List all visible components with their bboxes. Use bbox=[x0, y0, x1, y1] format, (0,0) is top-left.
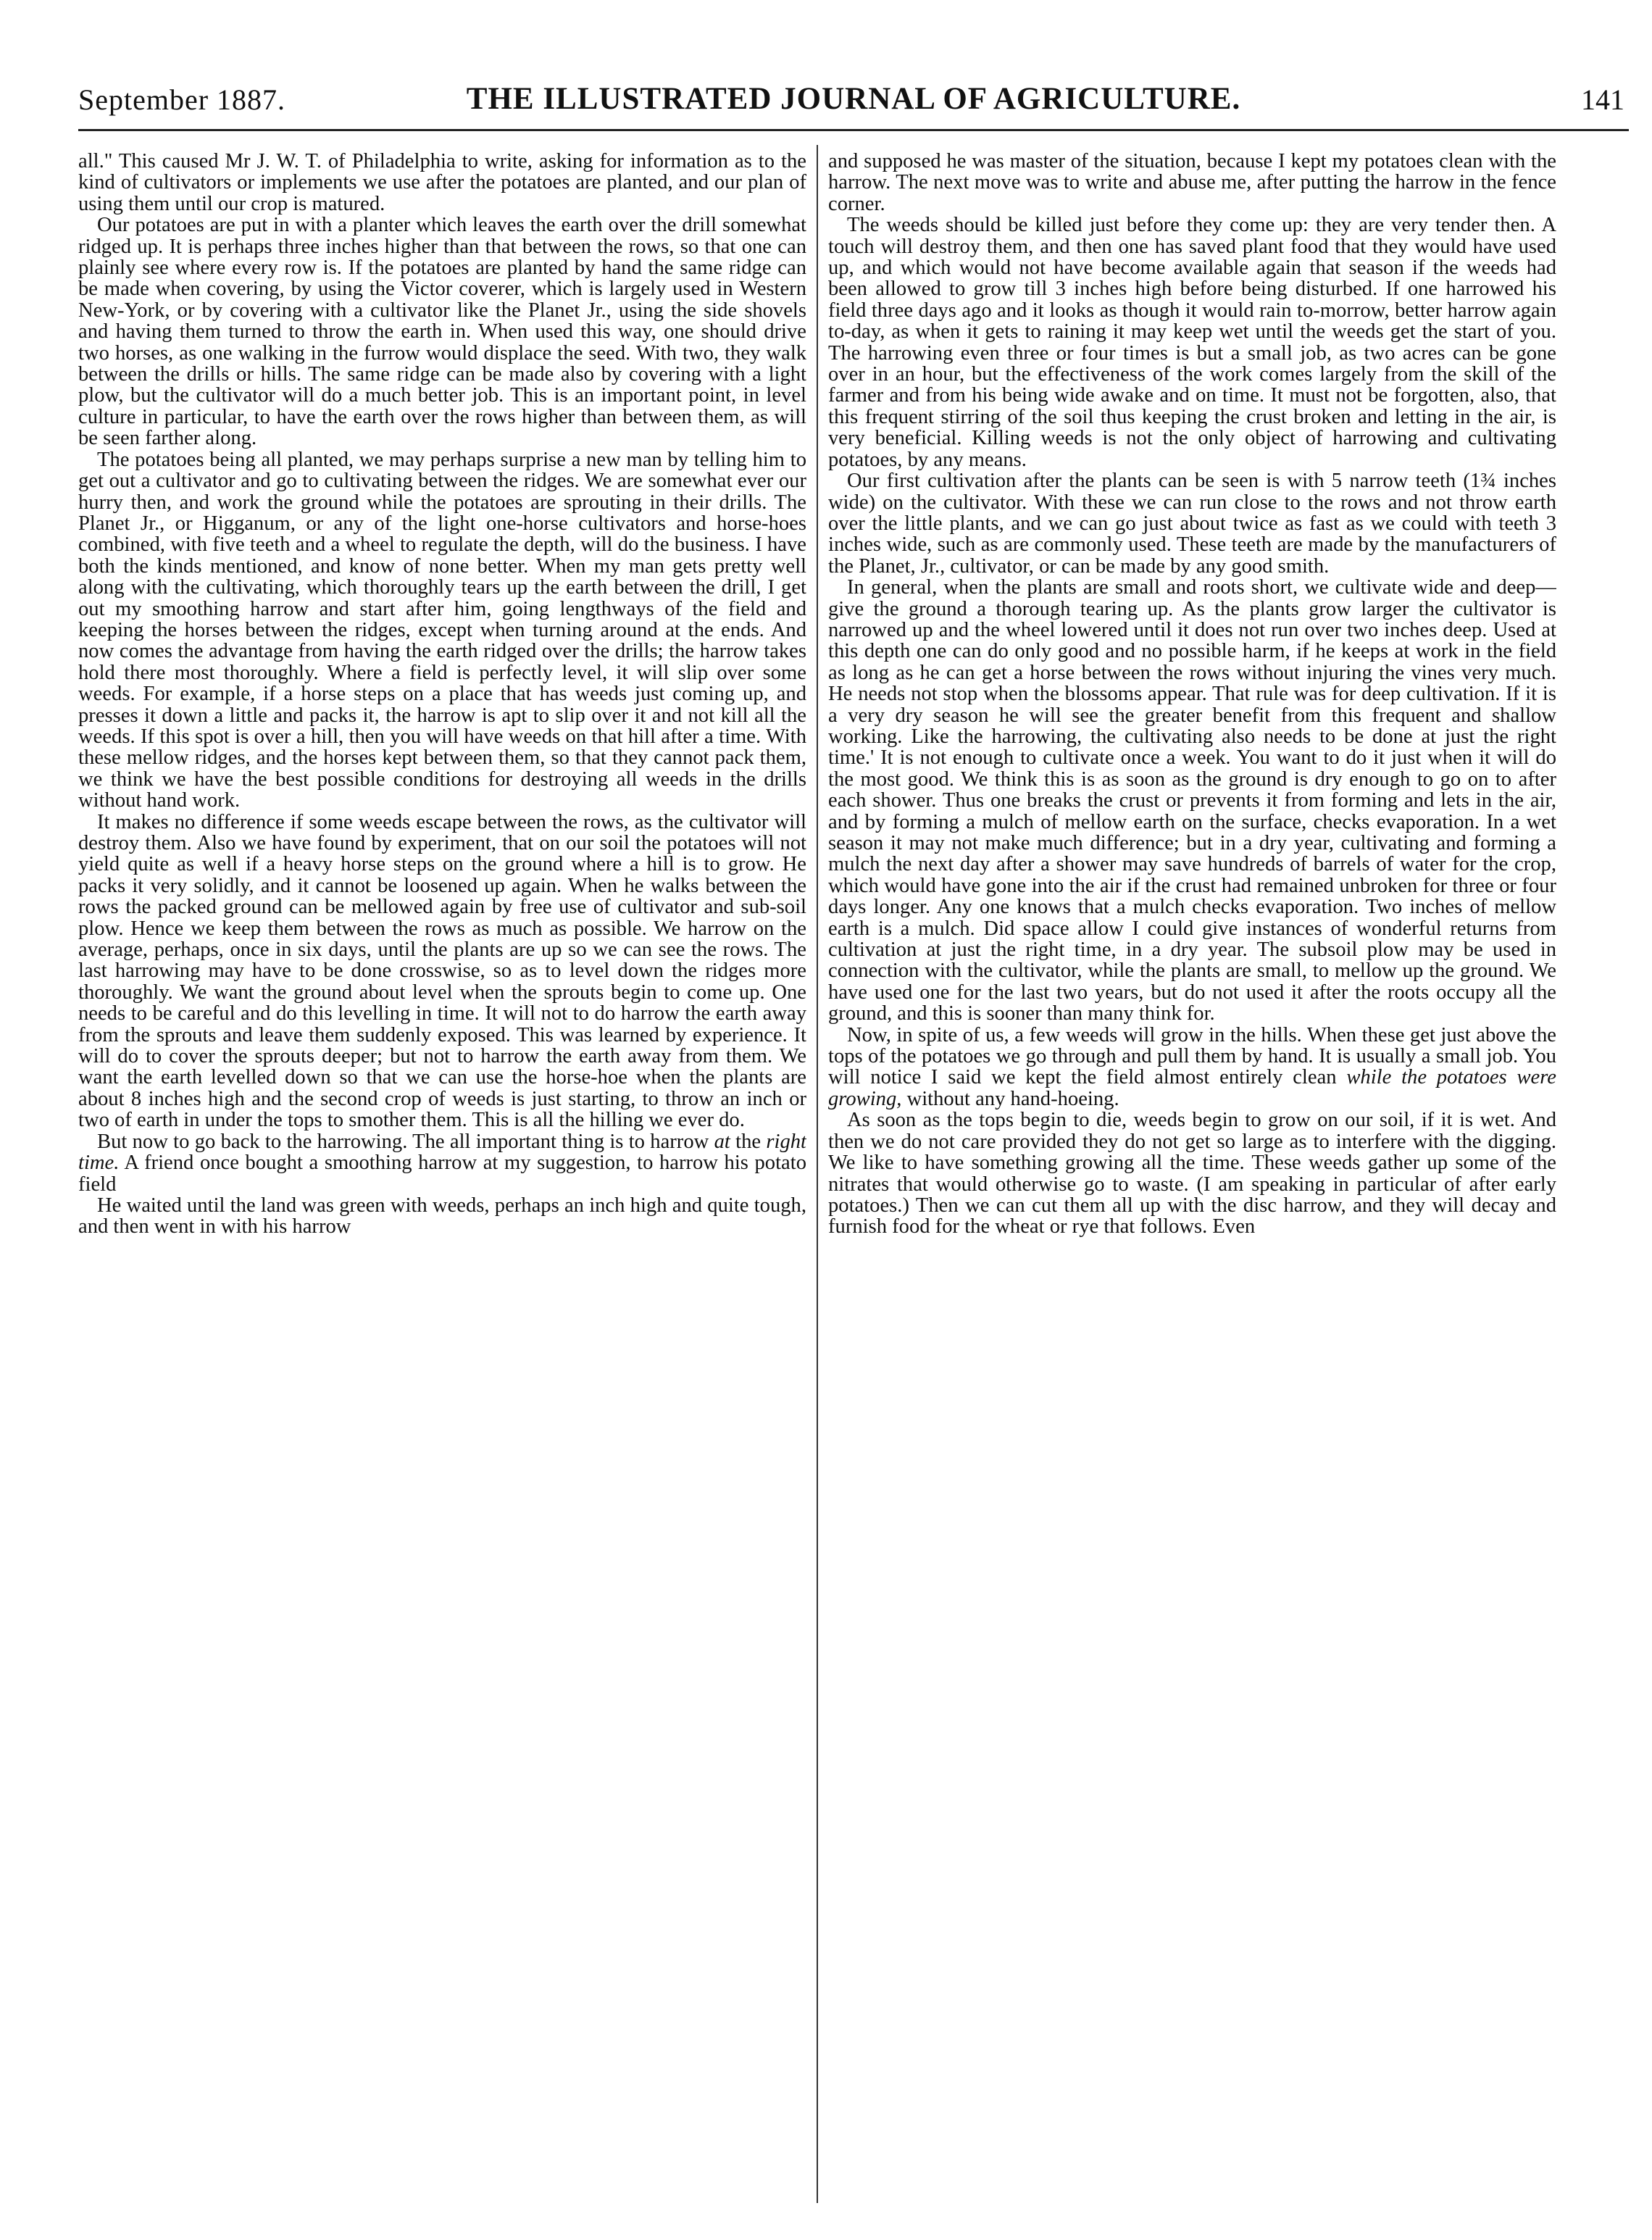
italic-text: while the potatoes were growing, bbox=[828, 1066, 1556, 1110]
page-number: 141 bbox=[1581, 83, 1624, 116]
paragraph: As soon as the tops begin to die, weeds begin to grow on our soil, if it is wet. And then we do not care provided they do not get so large as to interfere with the digging. We like to have something growing all the time. These weeds gather up some of the nitrates that would otherwise go to waste. (I am speaking in particular of after early potatoes.) Then we can cut them all up with the disc harrow, and they will decay and furnish food for the wheat or rye that follows. Even bbox=[828, 1109, 1556, 1238]
paragraph bbox=[78, 1131, 806, 1195]
paragraph: and supposed he was master of the situation, because I kept my potatoes clean with the harrow. The next move was to write and abuse me, after putting the harrow in the fence corner. bbox=[828, 151, 1556, 215]
column-divider bbox=[817, 145, 818, 2203]
issue-date: September 1887. bbox=[78, 83, 286, 116]
italic-text: at bbox=[714, 1130, 730, 1153]
paragraph: In general, when the plants are small and roots short, we cultivate wide and deep—give the ground a thorough tearing up. As the plants grow larger the cultivator is narrowed up and the wheel lowered until it does not run over two inches deep. Used at this depth one can do only good and no possible harm, if he keeps at work in the field as long as he can get a horse between the rows without injuring the vines very much. He needs not stop when the blossoms appear. That rule was for deep cultivation. If it is a very dry season he will see the greater benefit from this frequent and shallow working. Like the harrowing, the cultivating also needs to be done at just the right time.' It is not enough to cultivate once a week. You want to do it just when it will do the most good. We think this is as soon as the ground is dry enough to go on to after each shower. Thus one breaks the crust or prevents it from forming and lets in the air, and by forming a mulch of mellow earth on the surface, checks evaporation. In a wet season it may not make much difference; but in a dry year, cultivating and forming a mulch the next day after a shower may save hundreds of barrels of water for the crop, which would have gone into the air if the crust had remained unbroken for three or four days longer. Any one knows that a mulch checks evaporation. Two inches of mellow earth is a mulch. Did space allow I could give instances of wonderful returns from cultivation at just the right time, in a dry year. The subsoil plow may be used in connection with the cultivator, while the plants are small, to mellow up the ground. We have used one for the last two years, but do not used it after the roots occupy all the ground, and this is sooner than many think for. bbox=[828, 576, 1556, 1025]
paragraph: all." This caused Mr J. W. T. of Philadelphia to write, asking for information as to the kind of cultivators or implements we use after the potatoes are planted, and our plan of using them until our crop is matured. bbox=[78, 151, 806, 215]
paragraph: He waited until the land was green with weeds, perhaps an inch high and quite tough, and then went in with his harrow bbox=[78, 1194, 806, 1238]
running-header bbox=[78, 78, 1629, 131]
paragraph bbox=[828, 1025, 1556, 1110]
paragraph: Our first cultivation after the plants can be seen is with 5 narrow teeth (1¾ inches wide) on the cultivator. With these we can run close to the rows and not throw earth over the little plants, and we can go just about twice as fast as we could with teeth 3 inches wide, such as are commonly used. These teeth are made by the manufacturers of the Planet, Jr., cultivator, or can be made by any good smith. bbox=[828, 470, 1556, 578]
text-run: But now to go back to the harrowing. The all important thing is to harrow bbox=[97, 1130, 714, 1153]
right-column bbox=[828, 151, 1556, 2205]
journal-title: THE ILLUSTRATED JOURNAL OF AGRICULTURE. bbox=[466, 82, 1241, 116]
paragraph: The potatoes being all planted, we may perhaps surprise a new man by telling him to get out a cultivator and go to cultivating between the ridges. We are somewhat ever our hurry then, and work the ground while the potatoes are sprouting in their drills. The Planet Jr., or Higganum, or any of the light one-horse cultivators and horse-hoes combined, with five teeth and a wheel to regulate the depth, will do the business. I have both the kinds mentioned, and know of none better. When my man gets pretty well along with the cultivating, which thoroughly tears up the earth between the drill, I get out my smoothing harrow and start after him, going lengthways of the field and keeping the horses between the ridges, except when turning around at the ends. And now comes the advantage from having the earth ridged over the drills; the harrow takes hold there most thoroughly. Where a field is perfectly level, it will slip over some weeds. For example, if a horse steps on a place that has weeds just coming up, and presses it down a little and packs it, the harrow is apt to slip over it and not kill all the weeds. If this spot is over a hill, then you will have weeds on that hill after a time. With these mellow ridges, and the horses kept between them, so that they cannot pack them, we think we have the best possible conditions for destroying all weeds in the drills without hand work. bbox=[78, 448, 806, 812]
text-run: Now, in spite of us, a few weeds will grow in the hills. When these get just above the tops of the potatoes we go through and pull them by hand. It is usually a small job. You will notice I said we kept the field almost entirely clean bbox=[828, 1023, 1556, 1089]
text-run: the bbox=[730, 1130, 767, 1153]
journal-page bbox=[78, 78, 1629, 2216]
paragraph: It makes no difference if some weeds escape between the rows, as the cultivator will destroy them. Also we have found by experiment, that on our soil the potatoes will not yield quite as well if a heavy horse steps on the ground where a hill is to grow. He packs it very solidly, and it cannot be loosened up again. When he walks between the rows the packed ground can be mellowed again by free use of cultivator and sub-soil plow. Hence we keep them between the rows as much as possible. We harrow on the average, perhaps, once in six days, until the plants are up so we can see the rows. The last harrowing may have to be done crosswise, so as to level down the ridges more thoroughly. We want the ground about level when the sprouts begin to come up. One needs to be careful and do this levelling in time. It will not to do harrow the earth away from the sprouts and leave them suddenly exposed. This was learned by experience. It will do to cover the sprouts deeper; but not to harrow the earth away from them. We want the earth levelled down so that we can use the horse-hoe when the plants are about 8 inches high and the second crop of weeds is just starting, to throw an inch or two of earth in under the tops to smother them. This is all the hilling we ever do. bbox=[78, 810, 806, 1132]
text-run: without any hand-hoeing. bbox=[901, 1087, 1119, 1110]
text-run: A friend once bought a smoothing harrow at my suggestion, to harrow his potato field bbox=[78, 1152, 806, 1196]
italic-text: right time. bbox=[78, 1130, 806, 1175]
left-column bbox=[78, 151, 806, 2205]
paragraph: Our potatoes are put in with a planter which leaves the earth over the drill somewhat ridged up. It is perhaps three inches higher than that between the rows, so that one can plainly see where every row is. If the potatoes are planted by hand the same ridge can be made when covering, by using the Victor coverer, which is largely used in Western New-York, or by covering with a cultivator like the Planet Jr., using the side shovels and having them turned to throw the earth in. When used this way, one should drive two horses, as one walking in the furrow would displace the seed. With two, they walk between the drills or hills. The same ridge can be made also by covering with a light plow, but the cultivator will do a much better job. This is an important point, in level culture in particular, to have the earth over the rows higher than between them, as will be seen farther along. bbox=[78, 214, 806, 450]
paragraph: The weeds should be killed just before they come up: they are very tender then. A touch will destroy them, and then one has saved plant food that they would have used up, and which would not have become available again that season if the weeds had been allowed to grow till 3 inches high before being disturbed. If one harrowed his field three days ago and it looks as though it would rain to-morrow, better harrow again to-day, as when it gets to raining it may keep wet until the weeds get the start of you. The harrowing even three or four times is but a small job, as two acres can be gone over in an hour, but the effectiveness of the work comes largely from the skill of the farmer and from his being wide awake and on time. It must not be forgotten, also, that this frequent stirring of the soil thus keeping the crust broken and letting in the air, is very beneficial. Killing weeds is not the only object of harrowing and cultivating potatoes, by any means. bbox=[828, 214, 1556, 471]
